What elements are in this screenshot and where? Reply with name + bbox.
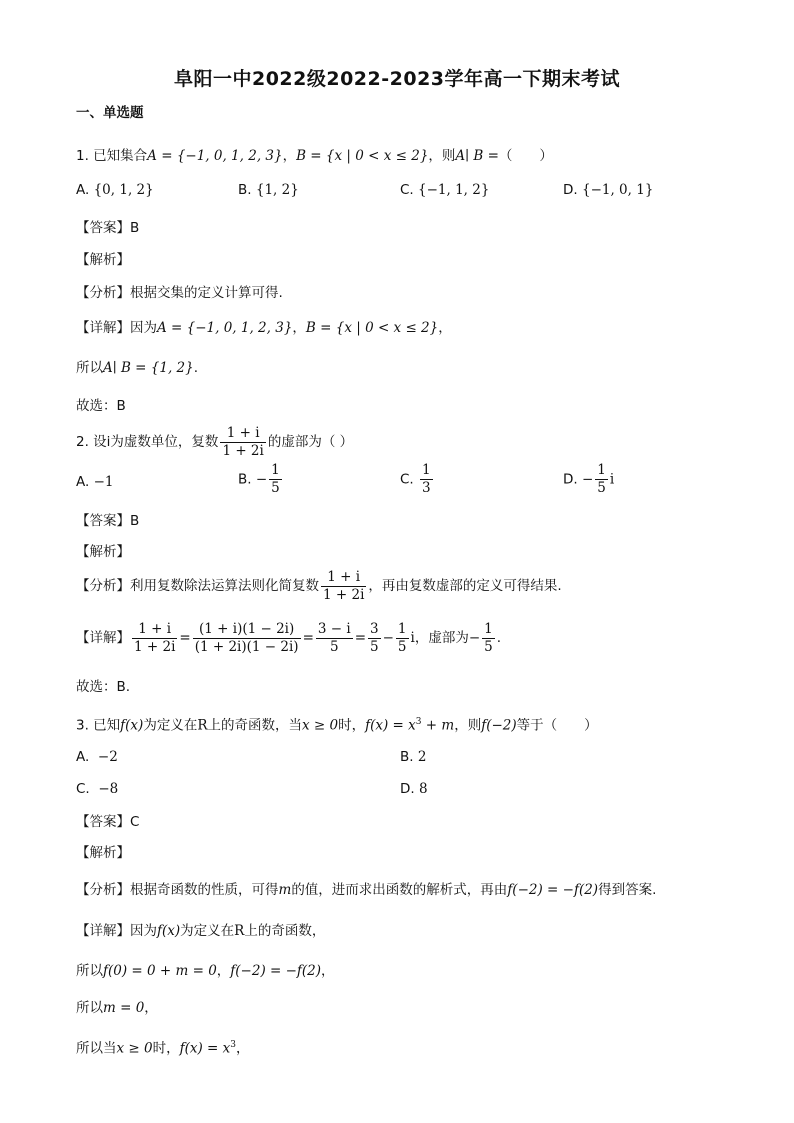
detail-label: 【详解】 xyxy=(76,923,130,939)
fenxi-post: 得到答案. xyxy=(598,882,657,898)
q3-prefix: 3. 已知 xyxy=(76,717,121,734)
detail-real-set: R xyxy=(234,923,245,939)
detail-label: 【详解】 xyxy=(76,630,130,646)
option-label: C. xyxy=(400,182,414,198)
fenxi-fraction xyxy=(321,569,366,604)
equals-sign: = xyxy=(354,630,366,646)
fenxi-text: 根据交集的定义计算可得. xyxy=(130,285,283,301)
imaginary-unit: i xyxy=(410,630,415,646)
conclude-pre: 所以 xyxy=(76,360,103,376)
fenxi-num: 1 + i xyxy=(321,569,366,587)
detail-set-a: A = {−1, 0, 1, 2, 3} xyxy=(157,320,293,336)
l2-math-1: f(0) = 0 + m = 0 xyxy=(103,963,217,979)
q3-line-3 xyxy=(76,998,158,1018)
option-num: 1 xyxy=(597,462,606,478)
q3-option-d[interactable] xyxy=(400,781,428,797)
minus-sign: − xyxy=(382,630,394,646)
option-label: D. xyxy=(563,471,578,488)
l4-pre: 所以当 xyxy=(76,1040,117,1057)
frac-num: 3 − i xyxy=(317,620,351,637)
option-label: C. xyxy=(400,471,414,488)
frac-den: 5 xyxy=(329,638,339,655)
fenxi-mid: 的值，进而求出函数的解析式，再由 xyxy=(291,882,508,898)
q3-fx: f(x) xyxy=(120,717,144,734)
l2-math-2: f(−2) = −f(2) xyxy=(230,963,322,979)
q2-fraction xyxy=(220,425,265,460)
answer-value: B xyxy=(130,513,140,529)
option-label: D. xyxy=(400,781,415,797)
q1-prefix: 1. 已知集合 xyxy=(76,148,148,164)
q3-mid3: 时， xyxy=(338,717,366,734)
q1-fenxi xyxy=(76,283,283,303)
answer-label: 【答案】 xyxy=(76,513,130,529)
answer-value: B xyxy=(130,220,140,236)
fenxi-label: 【分析】 xyxy=(76,882,130,898)
q1-detail xyxy=(76,318,452,338)
option-label: D. xyxy=(563,182,578,198)
option-label: B. xyxy=(238,182,252,198)
q3-real-set: R xyxy=(197,717,208,734)
q3-line-4 xyxy=(76,1035,250,1059)
q3-fenxi xyxy=(76,880,656,900)
option-num: 1 xyxy=(271,462,280,478)
q3-option-c[interactable] xyxy=(76,781,118,797)
option-num: 1 xyxy=(422,462,431,478)
option-den: 5 xyxy=(271,480,280,496)
q1-option-a[interactable] xyxy=(76,182,154,198)
option-value: 2 xyxy=(417,749,427,765)
q2-suffix: 的虚部为（ ） xyxy=(267,434,354,450)
option-value: {−1, 0, 1} xyxy=(581,182,654,198)
option-sign: − xyxy=(255,471,268,488)
option-label: B. xyxy=(400,749,414,765)
detail-label: 【详解】 xyxy=(76,320,130,336)
q1-paren: （ ） xyxy=(498,148,553,164)
q1-option-c[interactable] xyxy=(400,182,489,198)
q3-target: f(−2) xyxy=(481,717,517,734)
q1-answer xyxy=(76,218,139,238)
q3-mid2: 上的奇函数，当 xyxy=(207,717,302,734)
option-value: {−1, 1, 2} xyxy=(418,182,490,198)
fenxi-label: 【分析】 xyxy=(76,285,130,301)
option-label: C. xyxy=(76,781,90,797)
q2-prefix: 2. 设i为虚数单位，复数 xyxy=(76,434,219,450)
q2-option-d[interactable] xyxy=(563,462,614,497)
equals-sign: = xyxy=(302,630,314,646)
section-heading: 一、单选题 xyxy=(76,105,144,121)
conclude-end: . xyxy=(193,360,199,376)
fenxi-post: ，再由复数虚部的定义可得结果. xyxy=(368,578,562,594)
l4-exponent: 3 xyxy=(230,1040,236,1050)
question-2-stem xyxy=(76,422,353,462)
fenxi-den: 1 + 2i xyxy=(323,586,365,603)
q1-choose: 故选：B xyxy=(76,398,126,414)
q3-option-b[interactable] xyxy=(400,749,426,765)
l4-condition: x ≥ 0 xyxy=(116,1040,153,1057)
q3-detail xyxy=(76,921,325,941)
frac-den: 5 xyxy=(484,638,493,655)
option-value: {0, 1, 2} xyxy=(93,182,154,198)
fenxi-label: 【分析】 xyxy=(76,578,130,594)
q1-sep: ， xyxy=(282,148,297,164)
detail-set-b: B = {x | 0 < x ≤ 2} xyxy=(305,320,439,336)
frac-num: 1 + i xyxy=(132,621,177,639)
detail-post: 上的奇函数， xyxy=(244,923,326,939)
q1-set-b: B = {x | 0 < x ≤ 2} xyxy=(296,148,429,164)
option-value: {1, 2} xyxy=(255,182,299,198)
q3-function: f(x) = x xyxy=(365,717,416,734)
q3-exponent: 3 xyxy=(415,717,422,727)
frac-den: (1 + 2i)(1 − 2i) xyxy=(194,638,299,655)
option-label: B. xyxy=(238,471,252,488)
q2-frac-num: 1 + i xyxy=(220,425,265,443)
q2-option-c[interactable] xyxy=(400,462,435,497)
detail-pre: 因为 xyxy=(130,923,157,939)
fenxi-eq: f(−2) = −f(2) xyxy=(507,882,599,898)
q1-mid: ，则 xyxy=(428,148,456,164)
option-value: −1 xyxy=(93,474,114,490)
q3-mid4: ，则 xyxy=(454,717,482,734)
fenxi-m: m xyxy=(278,882,292,898)
frac-num: (1 + i)(1 − 2i) xyxy=(193,621,301,639)
conclude-math: A∣ B = {1, 2} xyxy=(103,360,194,376)
l3-end: ， xyxy=(144,1000,158,1016)
l2-end: ， xyxy=(321,963,335,979)
detail-frac-1 xyxy=(132,621,177,656)
l3-math: m = 0 xyxy=(103,1000,145,1016)
q2-option-b[interactable] xyxy=(238,462,284,497)
detail-frac-5 xyxy=(396,621,409,656)
option-label: A. xyxy=(76,182,90,198)
detail-text: ，虚部为 xyxy=(414,630,469,646)
l4-function: f(x) = x xyxy=(179,1040,231,1057)
minus-sign: − xyxy=(468,630,481,646)
detail-fx: f(x) xyxy=(157,923,181,939)
option-sign: − xyxy=(581,471,594,488)
question-3-stem xyxy=(76,712,598,736)
q1-conclusion xyxy=(76,358,198,378)
frac-den: 5 xyxy=(370,638,379,655)
q1-option-b[interactable] xyxy=(238,182,299,198)
frac-num: 1 xyxy=(484,620,493,637)
frac-num: 1 xyxy=(397,620,407,637)
answer-value: C xyxy=(130,814,140,830)
q2-detail xyxy=(76,617,501,659)
option-value: 8 xyxy=(418,781,428,797)
q1-expr: A∣ B = xyxy=(455,148,499,164)
equals-sign: = xyxy=(179,630,191,646)
option-value: −8 xyxy=(98,781,119,797)
detail-frac-2 xyxy=(193,621,301,656)
q1-analysis-label: 【解析】 xyxy=(76,252,130,268)
page-title: 阜阳一中2022级2022-2023学年高一下期末考试 xyxy=(173,68,621,90)
detail-frac-3 xyxy=(316,621,353,656)
detail-frac-6 xyxy=(482,621,495,656)
q2-option-a[interactable] xyxy=(76,474,114,490)
q3-option-a[interactable] xyxy=(76,749,118,765)
l2-pre: 所以 xyxy=(76,963,103,979)
q1-set-a: A = {−1, 0, 1, 2, 3} xyxy=(147,148,283,164)
q2-fenxi xyxy=(76,566,562,606)
q3-answer xyxy=(76,812,139,832)
option-fraction xyxy=(595,462,608,497)
q3-condition: x ≥ 0 xyxy=(302,717,339,734)
q2-choose: 故选：B. xyxy=(76,679,131,695)
option-label: A. xyxy=(76,749,90,765)
answer-label: 【答案】 xyxy=(76,220,130,236)
detail-end: ， xyxy=(438,320,452,336)
frac-den: 1 + 2i xyxy=(134,638,176,655)
option-value: −2 xyxy=(97,749,118,765)
option-den: 3 xyxy=(422,480,431,496)
q3-line-2 xyxy=(76,961,335,981)
detail-sep: ， xyxy=(292,320,306,336)
l4-mid: 时， xyxy=(152,1040,180,1057)
detail-end: . xyxy=(496,630,502,646)
frac-den: 5 xyxy=(397,638,407,655)
frac-num: 3 xyxy=(370,620,379,637)
detail-pre: 因为 xyxy=(130,320,157,336)
option-label: A. xyxy=(76,474,90,490)
option-fraction xyxy=(420,462,433,497)
fenxi-pre: 根据奇函数的性质，可得 xyxy=(130,882,279,898)
l3-pre: 所以 xyxy=(76,1000,103,1016)
detail-frac-4 xyxy=(368,621,381,656)
q3-suffix: 等于（ ） xyxy=(516,717,598,734)
option-fraction xyxy=(269,462,282,497)
q2-answer xyxy=(76,511,139,531)
l2-sep: ， xyxy=(216,963,231,979)
q2-analysis-label: 【解析】 xyxy=(76,544,130,560)
answer-label: 【答案】 xyxy=(76,814,130,830)
q2-frac-den: 1 + 2i xyxy=(222,442,264,459)
option-den: 5 xyxy=(597,480,606,496)
option-tail: i xyxy=(609,471,615,488)
question-1-stem xyxy=(76,146,553,166)
q3-function-tail: + m xyxy=(421,717,455,734)
q3-mid1: 为定义在 xyxy=(143,717,198,734)
fenxi-pre: 利用复数除法运算法则化简复数 xyxy=(130,578,319,594)
detail-mid: 为定义在 xyxy=(180,923,235,939)
q1-option-d[interactable] xyxy=(563,182,653,198)
q3-analysis-label: 【解析】 xyxy=(76,845,130,861)
l4-end: ， xyxy=(236,1040,250,1057)
